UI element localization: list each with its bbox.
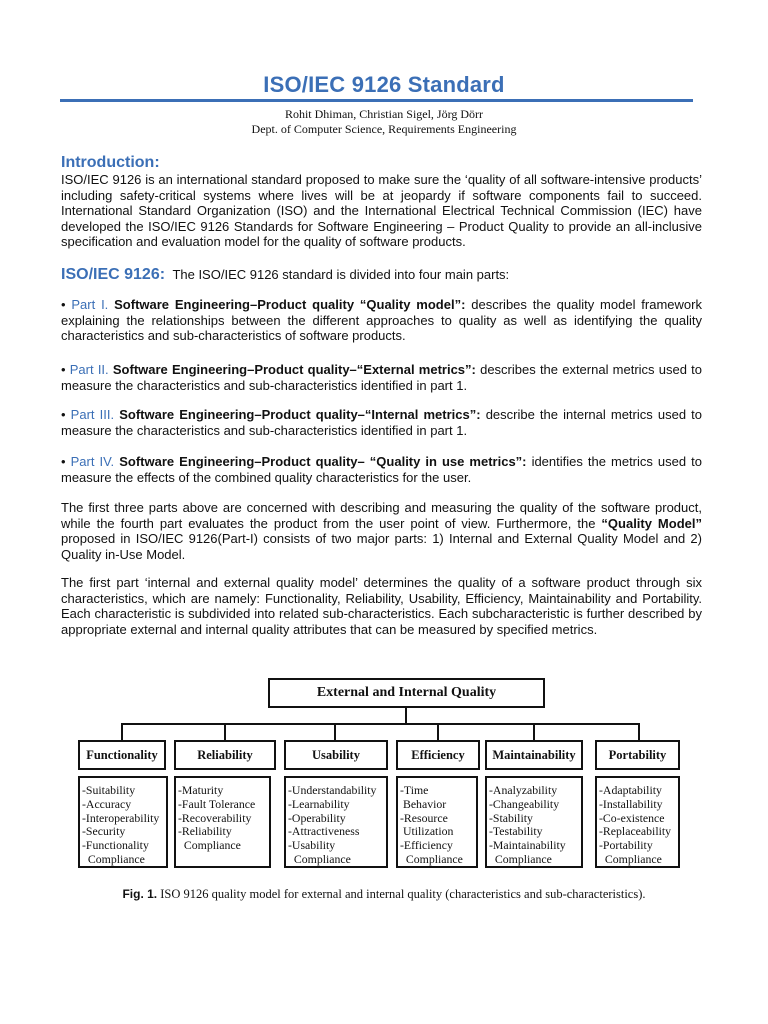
part-item bbox=[61, 297, 702, 344]
figure-caption-text: ISO 9126 quality model for external and internal quality (characteristics and sub-characteristics). bbox=[160, 887, 646, 901]
bullet: • bbox=[61, 297, 72, 312]
characteristic-box-maintainability: Maintainability bbox=[485, 740, 583, 770]
connector-drop bbox=[224, 723, 226, 740]
part-label: Part II. bbox=[69, 362, 109, 377]
characteristic-box-efficiency: Efficiency bbox=[396, 740, 480, 770]
part-description: describes the external metrics used to measure the characteristics and sub-characteristics identified in part 1. bbox=[61, 362, 703, 393]
characteristic-box-usability: Usability bbox=[284, 740, 388, 770]
part-title: Software Engineering–Product quality “Quality model”: bbox=[114, 297, 466, 312]
subcharacteristics-box-usability: -Understandability -Learnability -Operability -Attractiveness -Usability Compliance bbox=[284, 776, 388, 868]
page-title: ISO/IEC 9126 Standard bbox=[263, 72, 505, 97]
figure-caption bbox=[0, 887, 768, 902]
part-label: Part I. bbox=[71, 297, 109, 312]
part-title: Software Engineering–Product quality–“External metrics”: bbox=[112, 362, 476, 377]
quality-model-term: “Quality Model” bbox=[601, 515, 702, 531]
iso-heading-label: ISO/IEC 9126: bbox=[61, 266, 166, 283]
affiliation: Dept. of Computer Science, Requirements Engineering bbox=[251, 122, 517, 136]
figure-label: Fig. 1. bbox=[122, 887, 158, 901]
part-item bbox=[61, 454, 702, 485]
characteristic-box-reliability: Reliability bbox=[174, 740, 276, 770]
part-description: describes the quality model framework explaining the relationships between the different approaches to quality as well as identifying the quality characteristics and sub-characteristics of software products. bbox=[61, 297, 702, 344]
paragraph-quality-model bbox=[61, 500, 702, 562]
connector-drop bbox=[334, 723, 336, 740]
intro-heading: Introduction: bbox=[61, 154, 160, 171]
connector-drop bbox=[638, 723, 640, 740]
iso-heading-text: The ISO/IEC 9126 standard is divided into four main parts: bbox=[172, 267, 510, 282]
characteristic-box-portability: Portability bbox=[595, 740, 680, 770]
subcharacteristics-box-reliability: -Maturity -Fault Tolerance -Recoverability -Reliability Compliance bbox=[174, 776, 271, 868]
paragraph-text: proposed in ISO/IEC 9126(Part-I) consists of two major parts: 1) Internal and External Quality Model and 2) Quality in-Use Model. bbox=[61, 531, 702, 562]
intro-paragraph: ISO/IEC 9126 is an international standard proposed to make sure the ‘quality of all software-intensive products’ including safety-critical systems where lives will be at jeopardy if software components fail to succeed. International Standard Organization (ISO) and the International Electrical Technical Commission (IEC) have developed the ISO/IEC 9126 Standards for Software Engineering – Product Quality to provide an all-inclusive specification and evaluation model for the quality of software products. bbox=[61, 172, 702, 250]
authors: Rohit Dhiman, Christian Sigel, Jörg Dörr bbox=[284, 107, 484, 121]
connector-drop bbox=[121, 723, 123, 740]
part-label: Part IV. bbox=[70, 454, 115, 469]
iso-section-heading bbox=[61, 266, 711, 284]
part-title: Software Engineering–Product quality–“Internal metrics”: bbox=[119, 407, 481, 422]
diagram-root-box: External and Internal Quality bbox=[268, 678, 545, 708]
bullet: • bbox=[61, 454, 71, 469]
paragraph-characteristics: The first part ‘internal and external quality model’ determines the quality of a software product through six characteristics, which are namely: Functionality, Reliability, Usability, Efficiency, Maintainability and Portability. Each characteristic is subdivided into related sub-characteristics. Each subcharacteristic is further described by appropriate external and internal quality attributes that can be measured by specified metrics. bbox=[61, 575, 702, 637]
subcharacteristics-box-maintainability: -Analyzability -Changeability -Stability -Testability -Maintainability Compliance bbox=[485, 776, 583, 868]
connector-horizontal bbox=[121, 723, 640, 725]
part-item bbox=[61, 407, 702, 438]
connector-drop bbox=[533, 723, 535, 740]
subcharacteristics-box-portability: -Adaptability -Installability -Co-existence -Replaceability -Portability Compliance bbox=[595, 776, 680, 868]
bullet: • bbox=[61, 407, 71, 422]
subcharacteristics-box-functionality: -Suitability -Accuracy -Interoperability -Security -Functionality Compliance bbox=[78, 776, 168, 868]
characteristic-box-functionality: Functionality bbox=[78, 740, 166, 770]
paragraph-text: The first three parts above are concerned with describing and measuring the quality of the software product, while the fourth part evaluates the product from the user point of view. Furthermore, the bbox=[61, 500, 702, 531]
part-description: identifies the metrics used to measure the effects of the combined quality characteristics for the user. bbox=[61, 454, 702, 485]
title-underline bbox=[60, 99, 693, 102]
part-item bbox=[61, 362, 702, 393]
connector-root bbox=[405, 708, 407, 724]
connector-drop bbox=[437, 723, 439, 740]
bullet: • bbox=[61, 362, 70, 377]
subcharacteristics-box-efficiency: -Time Behavior -Resource Utilization -Efficiency Compliance bbox=[396, 776, 478, 868]
part-description: describe the internal metrics used to measure the characteristics and sub-characteristics identified in part 1. bbox=[61, 407, 703, 438]
part-label: Part III. bbox=[70, 407, 115, 422]
part-title: Software Engineering–Product quality– “Quality in use metrics”: bbox=[119, 454, 527, 469]
